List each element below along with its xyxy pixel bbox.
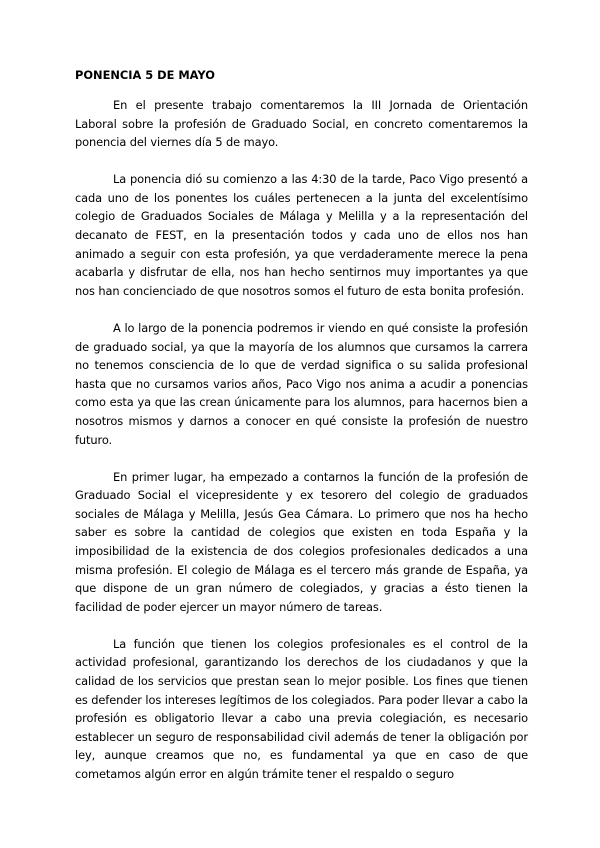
- document-page: [75, 66, 528, 802]
- document-title: PONENCIA 5 DE MAYO: [75, 68, 215, 82]
- paragraph-colleges-function: La función que tienen los colegios profesionales es el control de la actividad profesional, garantizando los derechos de los ciudadanos y que la calidad de los servicios que prestan sean lo mejor posible. Los fines que tienen es defender los intereses legítimos de los colegiados. Para poder llevar a cabo la profesión es obligatorio llevar a cabo una previa colegiación, es necesario establecer un seguro de responsabilidad civil además de tener la obligación por ley, aunque creamos que no, es fundamental ya que en caso de que cometamos algún error en algún trámite tener el respaldo o seguro: [75, 636, 528, 781]
- paragraph-profession: A lo largo de la ponencia podremos ir viendo en qué consiste la profesión de graduado social, ya que la mayoría de los alumnos que cursamos la carrera no tenemos consciencia de lo que de verdad significa o su salida profesional hasta que no cursamos varios años, Paco Vigo nos anima a acudir a ponencias como esta ya que las crean únicamente para los alumnos, para hacernos bien a nosotros mismos y darnos a conocer en qué consiste la profesión de nuestro futuro.: [75, 320, 528, 447]
- paragraph-presentation: La ponencia dió su comienzo a las 4:30 de la tarde, Paco Vigo presentó a cada uno de los ponentes los cuáles pertenecen a la junta del excelentísimo colegio de Graduados Sociales de Málaga y Melilla y a la representación del decanato de FEST, en la presentación todos y cada uno de ellos nos han animado a seguir con esta profesión, ya que verdaderamente merece la pena acabarla y disfrutar de ella, nos han hecho sentirnos muy importantes ya que nos han concienciado de que nosotros somos el futuro de esta bonita profesión.: [75, 172, 528, 298]
- paragraph-vicepresident: En primer lugar, ha empezado a contarnos la función de la profesión de Graduado Social el vicepresidente y ex tesorero del colegio de graduados sociales de Málaga y Melilla, Jesús Gea Cámara. Lo primero que nos ha hecho saber es sobre la cantidad de colegios que existen en toda España y la imposibilidad de la existencia de dos colegios profesionales dedicados a una misma profesión. El colegio de Málaga es el tercero más grande de España, ya que dispone de un gran número de colegiados, y gracias a ésto tienen la facilidad de poder ejercer un mayor número de tareas.: [75, 469, 528, 614]
- paragraph-intro: En el presente trabajo comentaremos la III Jornada de Orientación Laboral sobre la profesión de Graduado Social, en concreto comentaremos la ponencia del viernes día 5 de mayo.: [75, 98, 528, 150]
